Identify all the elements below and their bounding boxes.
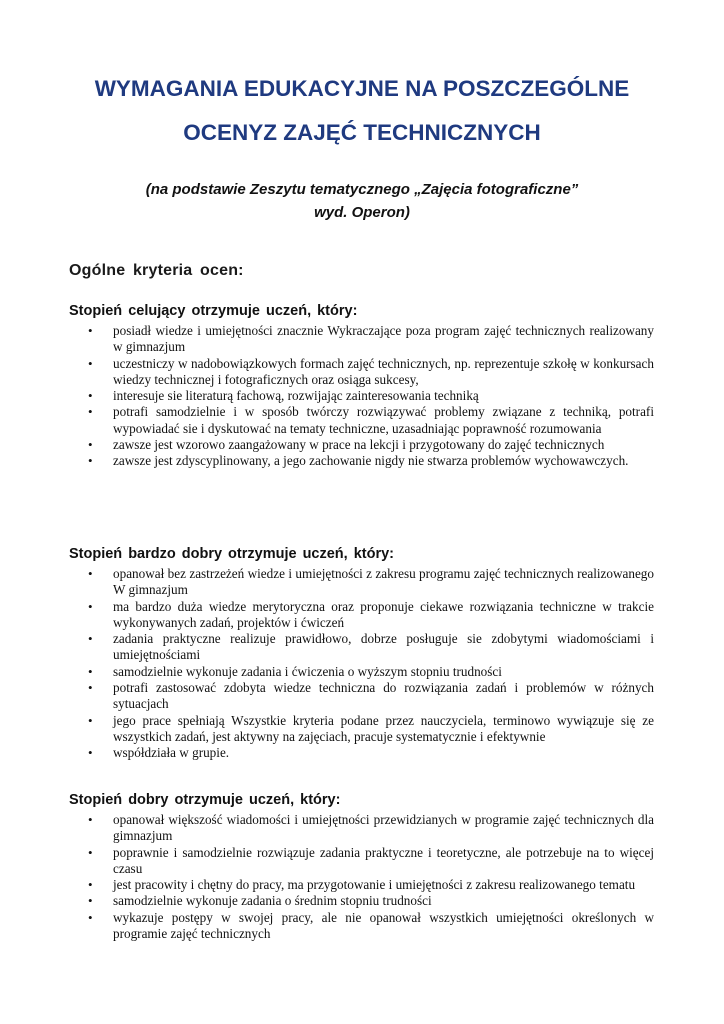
list-item [69,453,654,469]
list-item-text: potrafi zastosować zdobyta wiedze techniczna do rozwiązania zadań i problemów w różnych sytuacjach [113,680,654,712]
bullet-icon: • [88,631,93,647]
document-title-line-1: WYMAGANIA EDUKACYJNE NA POSZCZEGÓLNE [94,76,630,101]
bullet-icon: • [88,712,93,728]
section-heading: Stopień bardzo dobry otrzymuje uczeń, który: [69,546,395,562]
bullet-icon: • [88,598,93,614]
list-item-text: poprawnie i samodzielnie rozwiązuje zadania praktyczne i teoretyczne, ale potrzebuje na to więcej czasu [113,844,654,876]
document-title [0,67,724,155]
list-item-text: ma bardzo duża wiedze merytoryczna oraz proponuje ciekawe rozwiązania techniczne w trakcie wykonywanych zadań, projektów i ćwiczeń [113,598,654,630]
list-item [69,713,654,746]
list-item-text: opanował bez zastrzeżeń wiedze i umiejętności z zakresu programu zajęć technicznych realizowanego W gimnazjum [113,566,654,598]
list-item-text: samodzielnie wykonuje zadania o średnim stopniu trudności [113,893,432,909]
list-item [69,356,654,389]
list-item [69,388,654,404]
bullet-icon: • [88,323,93,338]
bullet-icon: • [88,566,93,581]
bullet-icon: • [88,437,93,453]
bullet-icon: • [88,663,93,679]
list-item [69,745,654,761]
list-item [69,910,654,943]
criteria-list [69,812,654,942]
list-item-text: uczestniczy w nadobowiązkowych formach zajęć technicznych, np. reprezentuje szkołę w konkursach wiedzy technicznej i fotograficznych oraz osiąga sukcesy, [113,355,654,387]
list-item [69,323,654,356]
list-item [69,566,654,599]
list-item [69,437,654,453]
document-subtitle-line-1: (na podstawie Zeszytu tematycznego „Zajęcia fotograficzne” [145,181,579,198]
list-item-text: opanował większość wiadomości i umiejętności przewidzianych w programie zajęć technicznych dla gimnazjum [113,812,654,844]
list-item-text: posiadł wiedze i umiejętności znacznie Wykraczające poza program zajęć technicznych realizowany w gimnazjum [113,323,654,355]
bullet-icon: • [88,453,93,469]
list-item-text: zawsze jest zdyscyplinowany, a jego zachowanie nigdy nie stwarza problemów wychowawczych. [113,453,629,469]
list-item-text: zawsze jest wzorowo zaangażowany w prace na lekcji i przygotowany do zajęć technicznych [113,437,605,453]
list-item [69,812,654,845]
bullet-icon: • [88,844,93,860]
document-subtitle [0,178,724,224]
list-item [69,599,654,632]
list-item-text: jest pracowity i chętny do pracy, ma przygotowanie i umiejętności z zakresu realizowanego tematu [113,877,636,893]
list-item [69,664,654,680]
list-item [69,680,654,713]
list-item-text: samodzielnie wykonuje zadania i ćwiczenia o wyższym stopniu trudności [113,663,502,679]
bullet-icon: • [88,388,93,404]
grade-section-bardzo-dobry [69,545,654,762]
grade-section-dobry [69,791,654,942]
list-item [69,877,654,893]
bullet-icon: • [88,680,93,696]
list-item-text: jego prace spełniają Wszystkie kryteria podane przez nauczyciela, terminowo wywiązuje się ze wszystkich zadań, jest aktywny na zajęciach, pracuje systematycznie i efektywnie [113,712,654,744]
bullet-icon: • [88,909,93,925]
bullet-icon: • [88,355,93,371]
section-heading: Stopień dobry otrzymuje uczeń, który: [69,792,341,808]
list-item [69,631,654,664]
section-heading: Stopień celujący otrzymuje uczeń, który: [69,303,358,319]
criteria-list [69,566,654,762]
list-item-text: interesuje sie literaturą fachową, rozwijając zainteresowania techniką [113,388,479,404]
bullet-icon: • [88,745,93,761]
bullet-icon: • [88,877,93,893]
list-item-text: zadania praktyczne realizuje prawidłowo, dobrze posługuje sie zdobytymi wiadomościami i umiejętnościami [113,631,654,663]
list-item [69,404,654,437]
grade-section-celujacy [69,302,654,470]
document-title-line-2: OCENYZ ZAJĘĆ TECHNICZNYCH [183,120,541,145]
bullet-icon: • [88,893,93,909]
bullet-icon: • [88,812,93,827]
list-item-text: współdziała w grupie. [113,745,230,761]
list-item [69,893,654,909]
criteria-list [69,323,654,470]
bullet-icon: • [88,404,93,420]
general-criteria-heading: Ogólne kryteria ocen: [69,262,244,279]
list-item-text: potrafi samodzielnie i w sposób twórczy rozwiązywać problemy związane z techniką, potrafi wypowiadać sie i dyskutować na tematy techniczne, uzasadniając poprawność rozumowania [113,404,654,436]
document-subtitle-line-2: wyd. Operon) [314,204,410,221]
list-item-text: wykazuje postępy w swojej pracy, ale nie opanował wszystkich umiejętności określonych w programie zajęć technicznych [113,909,654,942]
list-item [69,845,654,878]
